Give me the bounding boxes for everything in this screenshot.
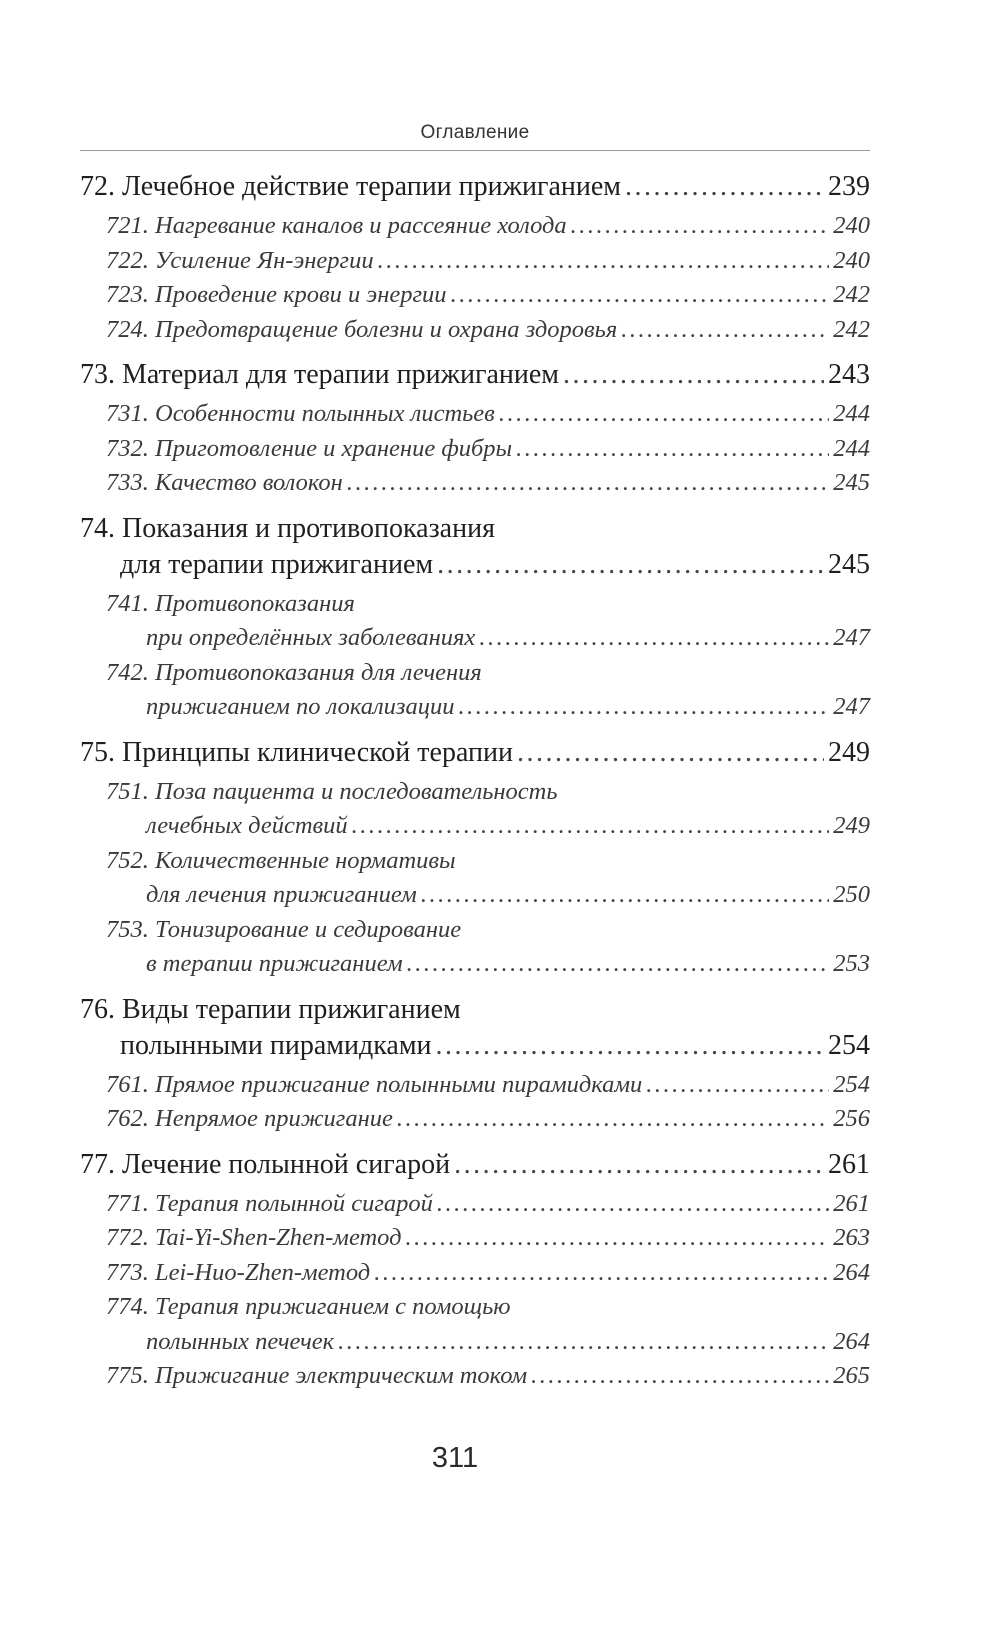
section-title bbox=[106, 659, 482, 686]
entry-text: Принципы клинической терапии bbox=[122, 736, 513, 768]
section-page-number: 247 bbox=[833, 693, 870, 720]
section-entry-line bbox=[80, 397, 870, 432]
dot-leader bbox=[621, 313, 829, 348]
section-title bbox=[146, 1325, 334, 1360]
dot-leader bbox=[378, 244, 830, 279]
chapter-page-number: 239 bbox=[828, 171, 870, 202]
chapter-number: 76. bbox=[80, 993, 115, 1025]
section-page-number: 244 bbox=[833, 434, 870, 462]
entry-text: прижиганием по локализации bbox=[146, 693, 455, 720]
table-of-contents bbox=[80, 169, 870, 1394]
section-entry-line bbox=[80, 313, 870, 348]
section-entry-line bbox=[80, 278, 870, 313]
section-entry-line bbox=[80, 1359, 870, 1394]
entry-text: Непрямое прижигание bbox=[155, 1105, 393, 1132]
section-list bbox=[80, 397, 870, 501]
section-title bbox=[106, 1359, 527, 1394]
section-page-number: 253 bbox=[833, 950, 870, 977]
section-number: 732. bbox=[106, 434, 149, 462]
section-entry-line bbox=[80, 1102, 870, 1137]
section-page-number: 263 bbox=[833, 1224, 870, 1251]
section-list bbox=[80, 1187, 870, 1394]
section-entry-line bbox=[80, 621, 870, 656]
section-entry-line bbox=[80, 1256, 870, 1291]
chapter-number: 77. bbox=[80, 1148, 115, 1180]
chapter-page-number: 245 bbox=[828, 548, 870, 580]
section-page-number: 249 bbox=[833, 812, 870, 839]
dot-leader bbox=[406, 1221, 830, 1256]
entry-text: Проведение крови и энергии bbox=[155, 281, 447, 308]
section-number: 762. bbox=[106, 1105, 149, 1132]
chapter-title bbox=[80, 357, 559, 393]
section-title bbox=[106, 397, 495, 432]
entry-text: Количественные нормативы bbox=[155, 846, 456, 874]
section-number: 721. bbox=[106, 212, 149, 239]
dot-leader bbox=[517, 735, 824, 771]
dot-leader bbox=[563, 357, 824, 393]
section-entry-line bbox=[80, 690, 870, 725]
entry-text: Lei-Huo-Zhen-метод bbox=[155, 1258, 371, 1286]
section-page-number: 245 bbox=[833, 469, 870, 496]
section-title bbox=[106, 209, 567, 244]
dot-leader bbox=[347, 466, 829, 501]
entry-text: Терапия прижиганием с помощью bbox=[155, 1293, 511, 1320]
dot-leader bbox=[437, 547, 824, 583]
entry-text: Противопоказания bbox=[155, 589, 355, 617]
entry-text: Особенности полынных листьев bbox=[155, 400, 495, 427]
entry-text: Tai-Yi-Shen-Zhen-метод bbox=[155, 1224, 402, 1251]
section-page-number: 264 bbox=[833, 1327, 870, 1355]
chapter-title bbox=[80, 735, 513, 771]
chapter-block bbox=[80, 735, 870, 982]
entry-text: Показания и противопоказания bbox=[122, 512, 495, 544]
section-entry-line bbox=[80, 913, 870, 948]
section-number: 774. bbox=[106, 1293, 149, 1320]
section-title bbox=[106, 278, 447, 313]
chapter-number: 73. bbox=[80, 359, 115, 390]
section-entry-line bbox=[80, 775, 870, 810]
section-title bbox=[106, 778, 558, 805]
section-page-number: 265 bbox=[833, 1362, 870, 1389]
section-title bbox=[106, 244, 374, 279]
chapter-entry-line bbox=[80, 1028, 870, 1064]
dot-leader bbox=[625, 169, 824, 205]
chapter-page-number: 261 bbox=[828, 1148, 870, 1180]
chapter-number: 75. bbox=[80, 736, 115, 768]
section-entry-line bbox=[80, 947, 870, 982]
section-title bbox=[146, 947, 403, 982]
chapter-block bbox=[80, 169, 870, 347]
section-number: 723. bbox=[106, 281, 149, 308]
section-page-number: 240 bbox=[833, 212, 870, 239]
chapter-title bbox=[120, 547, 433, 583]
entry-text: Прижигание электрическим током bbox=[155, 1362, 528, 1389]
section-list bbox=[80, 1068, 870, 1137]
entry-text: полынными пирамидками bbox=[120, 1029, 432, 1061]
entry-text: Усиление Ян-энергии bbox=[155, 246, 374, 274]
section-entry-line bbox=[80, 209, 870, 244]
section-list bbox=[80, 775, 870, 982]
chapter-title bbox=[80, 994, 461, 1025]
section-entry-line bbox=[80, 1187, 870, 1222]
section-number: 741. bbox=[106, 589, 149, 617]
section-entry-line bbox=[80, 1325, 870, 1360]
entry-text: Терапия полынной сигарой bbox=[155, 1189, 433, 1217]
chapter-block bbox=[80, 1147, 870, 1394]
section-page-number: 240 bbox=[833, 246, 870, 274]
chapter-page-number: 249 bbox=[828, 736, 870, 768]
dot-leader bbox=[397, 1102, 829, 1137]
entry-text: лечебных действий bbox=[146, 812, 348, 839]
entry-text: Лечение полынной сигарой bbox=[122, 1148, 451, 1180]
section-number: 751. bbox=[106, 777, 149, 805]
dot-leader bbox=[437, 1187, 829, 1222]
section-number: 772. bbox=[106, 1224, 149, 1251]
dot-leader bbox=[479, 621, 829, 656]
chapter-title bbox=[80, 1147, 450, 1183]
entry-text: для лечения прижиганием bbox=[146, 881, 417, 908]
chapter-block bbox=[80, 992, 870, 1137]
entry-text: Приготовление и хранение фибры bbox=[155, 434, 513, 462]
dot-leader bbox=[374, 1256, 829, 1291]
section-title bbox=[106, 1293, 511, 1320]
entry-text: Виды терапии прижиганием bbox=[122, 993, 461, 1025]
entry-text: в терапии прижиганием bbox=[146, 950, 403, 977]
section-number: 733. bbox=[106, 469, 149, 496]
dot-leader bbox=[421, 878, 829, 913]
entry-text: Лечебное действие терапии прижиганием bbox=[122, 171, 621, 202]
entry-text: Предотвращение болезни и охрана здоровья bbox=[155, 315, 618, 343]
dot-leader bbox=[436, 1028, 824, 1064]
section-entry-line bbox=[80, 587, 870, 622]
section-title bbox=[106, 432, 512, 467]
chapter-number: 74. bbox=[80, 512, 115, 544]
section-number: 724. bbox=[106, 315, 149, 343]
chapter-block bbox=[80, 357, 870, 501]
entry-text: Поза пациента и последовательность bbox=[155, 777, 558, 805]
section-page-number: 256 bbox=[833, 1105, 870, 1132]
section-entry-line bbox=[80, 1290, 870, 1325]
page-number: 311 bbox=[431, 1442, 479, 1474]
chapter-title bbox=[80, 169, 621, 205]
chapter-number: 72. bbox=[80, 171, 115, 202]
section-title bbox=[106, 1221, 402, 1256]
chapter-entry-line bbox=[80, 992, 870, 1028]
entry-text: при определённых заболеваниях bbox=[146, 624, 476, 651]
dot-leader bbox=[454, 1147, 824, 1183]
section-number: 773. bbox=[106, 1258, 149, 1286]
book-page bbox=[80, 120, 870, 1394]
section-entry-line bbox=[80, 244, 870, 279]
section-page-number: 244 bbox=[833, 400, 870, 427]
entry-text: Прямое прижигание полынными пирамидками bbox=[155, 1070, 643, 1098]
chapter-entry-line bbox=[80, 547, 870, 583]
section-entry-line bbox=[80, 1221, 870, 1256]
dot-leader bbox=[451, 278, 830, 313]
dot-leader bbox=[531, 1359, 829, 1394]
section-title bbox=[106, 590, 355, 617]
section-number: 775. bbox=[106, 1362, 149, 1389]
section-list bbox=[80, 587, 870, 725]
chapter-entry-line bbox=[80, 169, 870, 205]
running-header bbox=[80, 120, 870, 151]
section-page-number: 242 bbox=[833, 315, 870, 343]
section-title bbox=[106, 466, 343, 501]
entry-text: для терапии прижиганием bbox=[120, 548, 434, 580]
dot-leader bbox=[352, 809, 830, 844]
section-title bbox=[106, 1102, 393, 1137]
section-number: 753. bbox=[106, 915, 149, 943]
section-number: 731. bbox=[106, 400, 149, 427]
section-title bbox=[146, 690, 454, 725]
section-list bbox=[80, 209, 870, 347]
chapter-entry-line bbox=[80, 1147, 870, 1183]
section-number: 761. bbox=[106, 1070, 149, 1098]
chapter-entry-line bbox=[80, 511, 870, 547]
chapter-entry-line bbox=[80, 735, 870, 771]
section-title bbox=[106, 916, 461, 943]
section-number: 752. bbox=[106, 846, 149, 874]
section-title bbox=[146, 621, 475, 656]
section-entry-line bbox=[80, 1068, 870, 1103]
section-page-number: 242 bbox=[833, 281, 870, 308]
dot-leader bbox=[571, 209, 830, 244]
entry-text: Качество волокон bbox=[155, 469, 343, 496]
dot-leader bbox=[407, 947, 830, 982]
entry-text: Противопоказания для лечения bbox=[155, 658, 482, 686]
running-head-title: Оглавление bbox=[420, 122, 530, 143]
header-rule bbox=[80, 150, 870, 151]
section-entry-line bbox=[80, 878, 870, 913]
section-number: 771. bbox=[106, 1189, 149, 1217]
chapter-title bbox=[80, 513, 495, 544]
section-title bbox=[106, 1256, 370, 1291]
dot-leader bbox=[646, 1068, 829, 1103]
chapter-entry-line bbox=[80, 357, 870, 393]
entry-text: Тонизирование и седирование bbox=[155, 915, 462, 943]
section-title bbox=[146, 878, 417, 913]
section-page-number: 254 bbox=[833, 1070, 870, 1098]
section-entry-line bbox=[80, 656, 870, 691]
section-title bbox=[106, 313, 617, 348]
dot-leader bbox=[516, 432, 829, 467]
section-title bbox=[146, 809, 348, 844]
chapter-block bbox=[80, 511, 870, 725]
section-title bbox=[106, 847, 456, 874]
dot-leader bbox=[338, 1325, 829, 1360]
section-entry-line bbox=[80, 844, 870, 879]
section-entry-line bbox=[80, 432, 870, 467]
section-title bbox=[106, 1187, 433, 1222]
dot-leader bbox=[499, 397, 829, 432]
section-page-number: 247 bbox=[833, 624, 870, 651]
section-page-number: 264 bbox=[833, 1258, 870, 1286]
section-page-number: 250 bbox=[833, 881, 870, 908]
entry-text: Нагревание каналов и рассеяние холода bbox=[155, 212, 567, 239]
chapter-page-number: 254 bbox=[828, 1029, 870, 1061]
section-entry-line bbox=[80, 809, 870, 844]
section-entry-line bbox=[80, 466, 870, 501]
section-title bbox=[106, 1068, 642, 1103]
entry-text: полынных печечек bbox=[146, 1327, 335, 1355]
section-number: 722. bbox=[106, 246, 149, 274]
dot-leader bbox=[458, 690, 829, 725]
entry-text: Материал для терапии прижиганием bbox=[122, 359, 559, 390]
section-number: 742. bbox=[106, 658, 149, 686]
chapter-title bbox=[120, 1028, 432, 1064]
chapter-page-number: 243 bbox=[828, 359, 870, 390]
section-page-number: 261 bbox=[833, 1189, 870, 1217]
